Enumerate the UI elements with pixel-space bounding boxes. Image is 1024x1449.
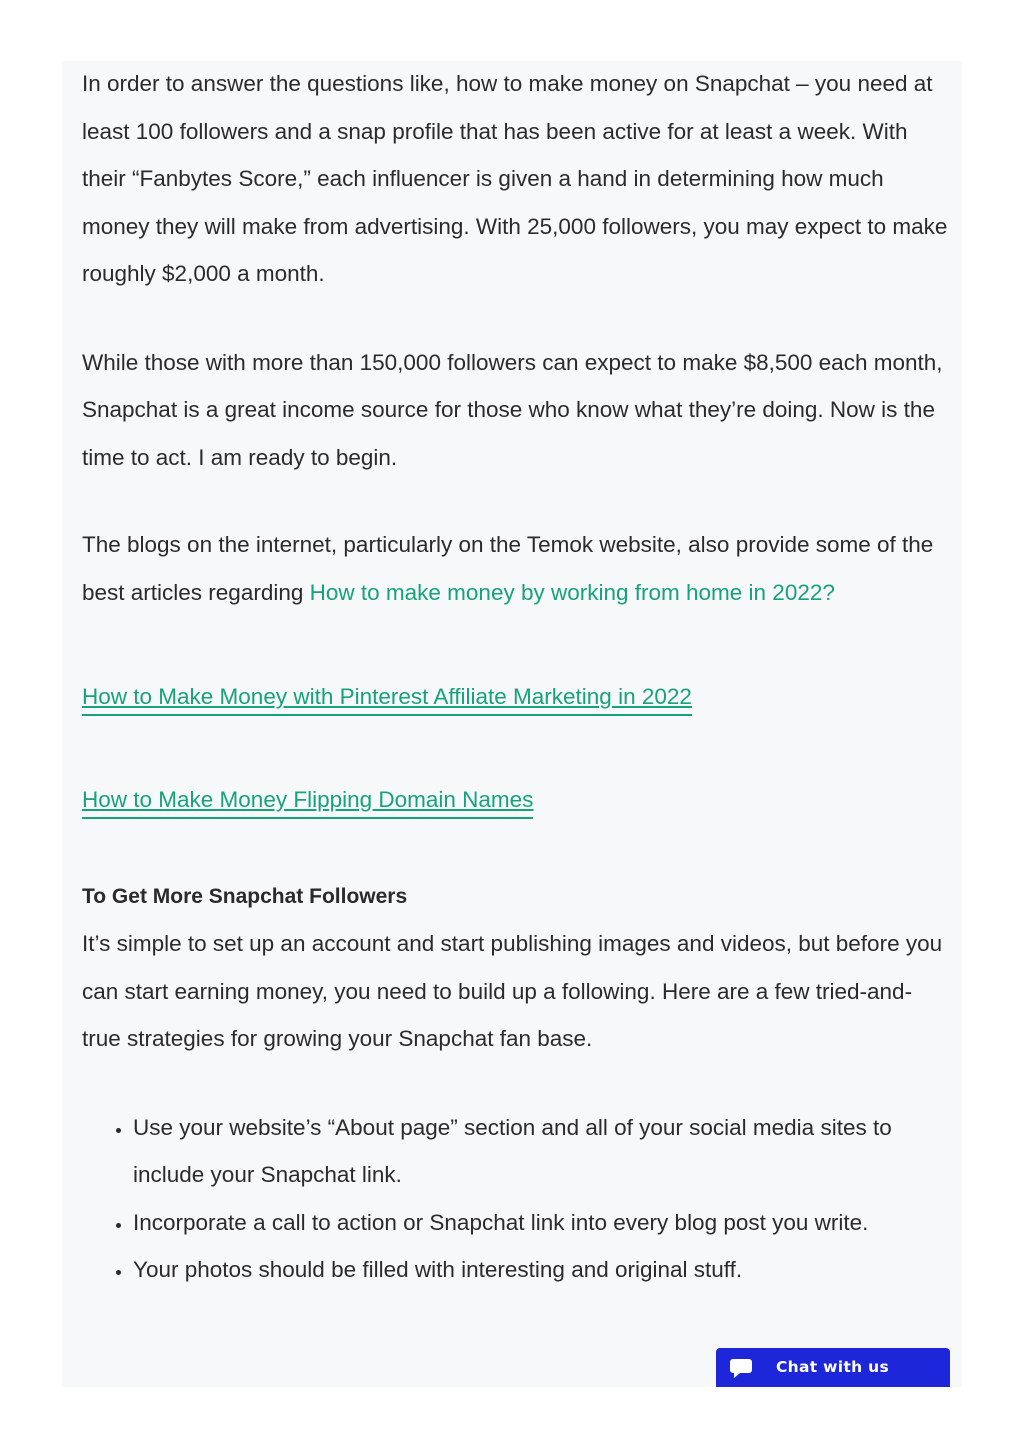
section-heading: To Get More Snapchat Followers [82, 885, 408, 908]
list-item: • Your photos should be filled with interesting and original stuff. [133, 1246, 948, 1294]
work-from-home-link[interactable]: How to make money by working from home in 2022? [309, 579, 835, 605]
paragraph-income: While those with more than 150,000 followers can expect to make $8,500 each month, Snapchat is a great income source for those who know what they’re doing. Now is the time to act. I am ready to begin. [82, 349, 943, 470]
list-item: • Use your website’s “About page” section and all of your social media sites to include your Snapchat link. [133, 1104, 948, 1199]
list-item: • Incorporate a call to action or Snapchat link into every blog post you write. [133, 1199, 948, 1247]
chat-with-us-button[interactable] [716, 1348, 950, 1387]
flipping-domains-link[interactable]: How to Make Money Flipping Domain Names [82, 785, 533, 819]
strategies-list [82, 1104, 948, 1294]
paragraph-blogs [82, 521, 948, 616]
chat-bubble-icon [729, 1356, 753, 1380]
paragraph-earnings: In order to answer the questions like, how to make money on Snapchat – you need at least 100 followers and a snap profile that has been active for at least a week. With their “Fanbytes Score,” each influencer is given a hand in determining how much money they will make from advertising. With 25,000 followers, you may expect to make roughly $2,000 a month. [82, 71, 948, 286]
paragraph-following: It’s simple to set up an account and start publishing images and videos, but before you can start earning money, you need to build up a following. Here are a few tried-and-true strategies for growing your Snapchat fan base. [82, 931, 943, 1051]
pinterest-affiliate-link[interactable]: How to Make Money with Pinterest Affiliate Marketing in 2022 [82, 682, 692, 716]
paragraph-blogs-text: The blogs on the internet, particularly on the Temok website, also provide some of the best articles regarding [82, 532, 934, 605]
article-body [82, 60, 948, 1294]
chat-label: Chat with us [776, 1358, 890, 1376]
